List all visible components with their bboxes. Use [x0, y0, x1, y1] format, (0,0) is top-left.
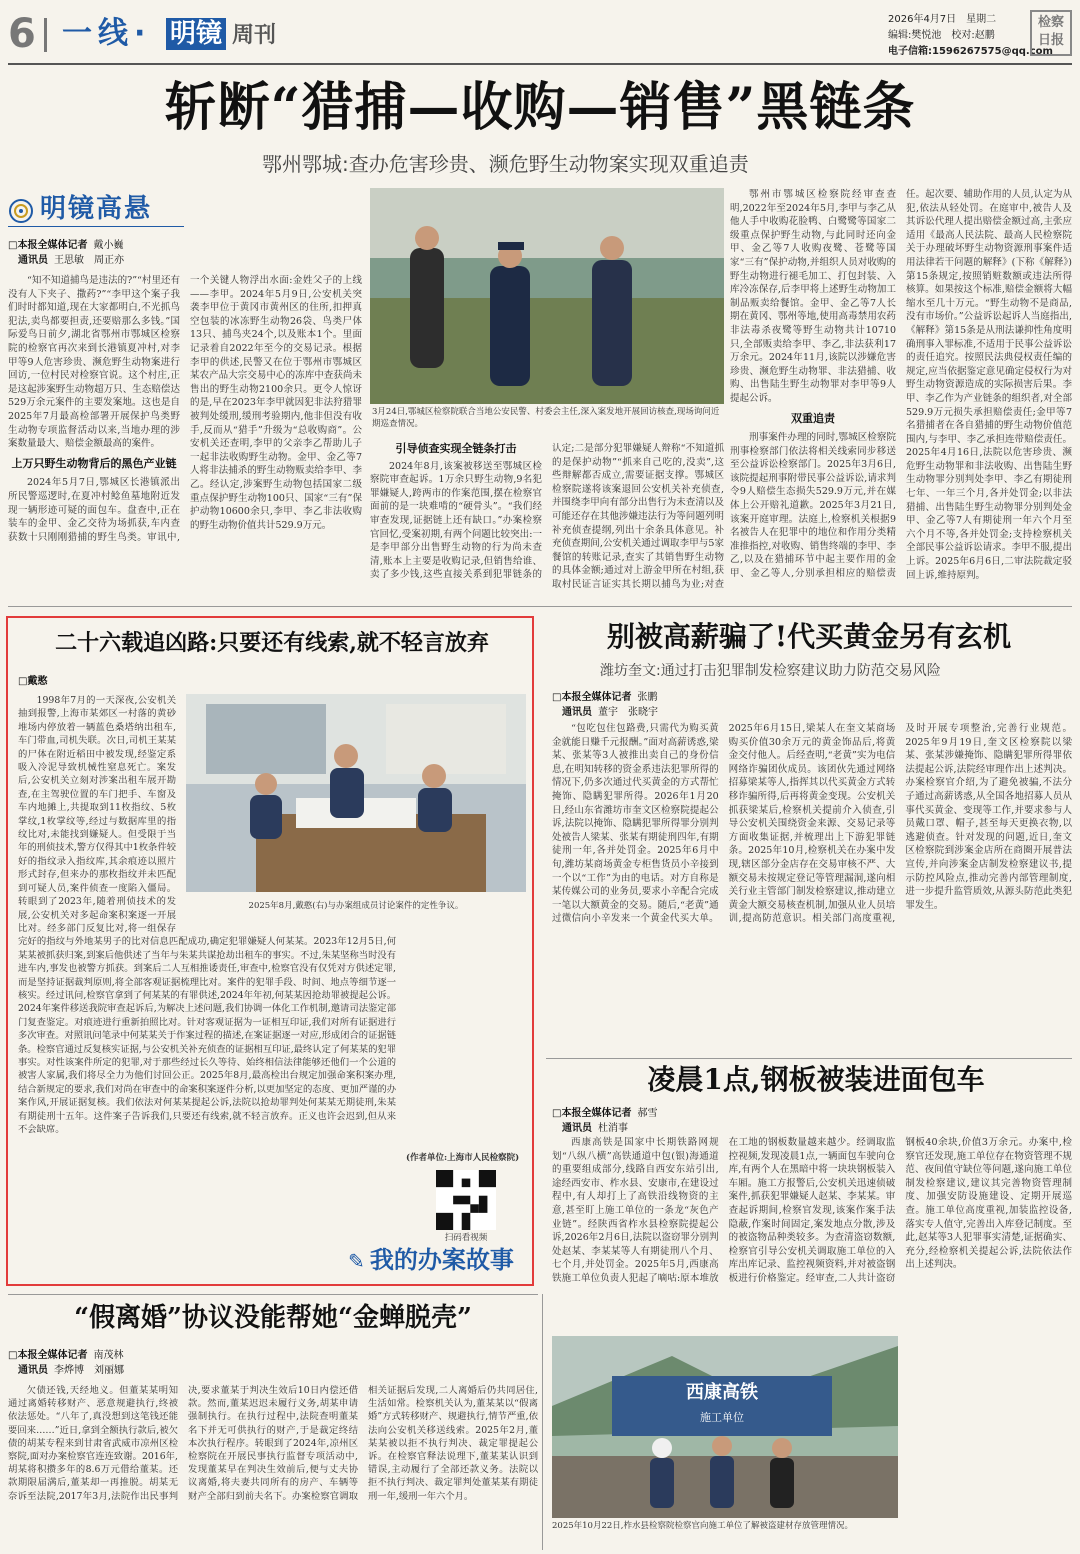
- lead-section-1: 2024年5月7日,鄂城区长港镇派出所民警巡逻时,在夏冲村鲶鱼墓地附近发现一辆形迹可疑的面包车。盘查中,正在装车的金甲、金乙交待为场抓获,车内查获数十只刚刚猎捕的野生鸟类。审讯中,一个关键人物浮出水面:金姓父子的上线——李甲。2024年5月9日,公安机关突袭李甲位于黄冈市黄州区的住所,扣押真空包装的冰冻野生动物26袋、鸟类尸体13只、捕鸟夹24个,以及账本1个。里面记录着自2022年至今的交易记录。根据李甲的供述,民警又在位于鄂州市鄂城区某农产品大宗交易中心的冻库中查获尚未售出的野生动物2100余只。更令人惊讶的是,早在2023年李甲就因犯非法狩猎罪被判处缓刑,缓刑考验期内,他非但没有收手,反而从“猎手”升级为“总收购商”。公安机关还查明,李甲的父亲李乙帮助儿子一起非法收购野生动物。金甲、金乙等7人将非法捕杀的野生动物贩卖给李甲、李乙。经认定,涉案野生动物包括国家二级重点保护野生动物100只、国家“三有”保护动物10600余只,李甲、李乙非法收购的野生动物价值共计529.9万元。: [8, 275, 362, 543]
- lead-photo-image: [370, 188, 724, 404]
- divorce-body: [8, 1384, 538, 1548]
- divorce-text: 欠债还钱,天经地义。但董某某明知通过离婚转移财产、恶意规避执行,终被依法惩处。“八年了,真没想到这笔钱还能要回来……”近日,拿到全额执行款后,被欠债的胡某专程来到甘肃省武威市凉州区检察院,面对办案检察官连连致谢。2016年,胡某将积攒多年的8.6万元借给董某。还款期限届满后,董某却一再推脱。胡某无奈诉至法院,2017年3月,法院作出民事判决,要求董某于判决生效后10日内偿还借款。然而,董某迟迟未履行义务,胡某申请强制执行。在执行过程中,法院查明董某名下并无可供执行的财产,于是裁定终结本次执行程序。转眼到了2024年,凉州区检察院在开展民事执行监督专项活动中,发现董某早在判决生效前后,便与丈夫协议离婚,将夫妻共同所有的房产、车辆等财产全部归到前夫名下。办案检察官调取相关证据后发现,二人离婚后仍共同居住,生活如常。检察机关认为,董某某以“假离婚”方式转移财产、规避执行,情节严重,依法向公安机关移送线索。2025年2月,董某某被以拒不执行判决、裁定罪提起公诉。在检察官释法说理下,董某某认识到错误,主动履行了全部还款义务。法院以拒不执行判决、裁定罪判处董某某有期徒刑一年,缓刑一年六个月。: [8, 1385, 538, 1502]
- section-divider-2: [546, 1058, 1072, 1059]
- lead-photo: [370, 188, 724, 404]
- steel-sign-text: 西康高铁: [686, 1382, 758, 1403]
- divorce-title: “假离婚”协议没能帮她“金蝉脱壳”: [74, 1303, 472, 1333]
- steel-text: 西康高铁是国家中长期铁路网规划“八纵八横”高铁通道中包(银)海通道的重要组成部分,线路自西安东站引出,途经西安市、柞水县、安康市,在建设过程中,有人却打上了高铁沿线物资的主意,甚至盯上施工单位的一条龙“灰色产业链”。经陕西省柞水县检察院提起公诉,2026年2月6日,法院以盗窃罪分别判处赵某、李某某等人有期徒刑八个月、七个月,并处罚金。2025年5月,西康高铁施工单位负责人犯起了嘀咕:原本堆放在工地的钢板数量越来越少。经调取监控视频,发现凌晨1点,一辆面包车驶向仓库,有两个人在黑暗中将一块块钢板装入车厢。施工方报警后,公安机关迅速侦破案件,抓获犯罪嫌疑人赵某、李某某。审查起诉期间,检察官发现,该案作案手法隐蔽,作案时间固定,案发地点分散,涉及的被盗物品种类较多。为查清盗窃数额,检察官引导公安机关调取施工单位的入库出库记录、监控视频资料,并对被盗钢板进行价格鉴定。经审查,二人共计盗窃钢板40余块,价值3万余元。办案中,检察官还发现,施工单位存在物资管理不规范、夜间值守缺位等问题,遂向施工单位制发检察建议,建议其完善物资管理制度、加强安防设施建设、定期开展巡查。施工单位高度重视,加装监控设备,落实专人值守,完善出入库登记制度。至此,赵某等3人犯罪事实清楚,证据确实、充分,经检察机关提起公诉,法院依法作出上述判决。: [552, 1137, 1072, 1284]
- steel-sign-subtext: 施工单位: [700, 1411, 744, 1424]
- steel-correspondents: 杜消事: [598, 1123, 628, 1134]
- gold-byline-corr-row: [552, 705, 728, 720]
- feature-author: 戴憨: [27, 676, 48, 687]
- lead-subhead-2: 引导侦查实现全链条打击: [395, 442, 517, 455]
- steel-byline: [552, 1106, 732, 1136]
- feature-box: [6, 616, 534, 1286]
- page-number: 6: [8, 11, 36, 57]
- feature-title: 二十六载追凶路:只要还有线索,就不轻言放弃: [55, 630, 489, 656]
- gold-title: 别被高薪骗了!代买黄金另有玄机: [606, 620, 1012, 653]
- steel-correspondents-label: 通讯员: [562, 1123, 592, 1134]
- gold-correspondents: 董宇 张晓宇: [598, 707, 658, 718]
- divorce-correspondents: 李烨博 刘丽娜: [54, 1365, 124, 1376]
- lead-byline-corr-row: [8, 253, 184, 268]
- lead-section-2: 2024年8月,该案被移送至鄂城区检察院审查起诉。1万余只野生动物,9名犯罪嫌疑人,跨两市的作案范围,摆在检察官面前的是一块难啃的“硬骨头”。“我们经审查发现,证据链上还有缺口。”办案检察官回忆,受案初期,有两个问题比较突出:一是李甲部分出售野生动物的行为尚未查清,账本上主要是收购记录,但销售给谁、卖了多少钱,这些直接关系到犯罪链条的认定;二是部分犯罪嫌疑人辩称“不知道抓的是保护动物”“抓来自己吃的,没卖”,这些辩解都否成立,需要证据支撑。鄂城区检察院遂将该案退回公安机关补充侦查,并围绕李甲向有部分出售行为未查清以及可能还存在其他涉嫌违法行为等问题列明补充侦查提纲,列出十余条具体意见。补充侦查期间,公安机关通过调取李甲与5家餐馆的转账记录,查实了其销售野生动物的具体金额;通过对上游金甲所在村组,获取村民证言证实其长期以捕鸟为业;对查: [370, 443, 724, 590]
- feature-author-note: (作者单位:上海市人民检察院): [406, 1153, 520, 1163]
- column-label: [8, 190, 184, 230]
- column-label-underline: [8, 226, 184, 227]
- gold-body: [552, 722, 1072, 1052]
- divorce-byline-reporter-row: □本报全媒体记者 南茂林: [8, 1350, 124, 1361]
- lead-correspondents: 王思敏 周正亦: [54, 255, 124, 266]
- lead-section-4: 刑事案件办理的同时,鄂城区检察院刑事检察部门依法将相关线索同步移送至公益诉讼检察部门。2025年3月6日,该院提起刑事附带民事公益诉讼,请求判令9人赔偿生态损失529.9万元,并在媒体上公开赔礼道歉。2025年3月21日,该案开庭审理。法庭上,检察机关根据9名被告人在犯罪中的地位和作用分类精准推指控,对收购、销售终端的李甲、李乙,以及在猎捕环节中起主要作用的金甲、金乙等人,分别承担相应的赔偿责任。起次要、辅助作用的人员,认定为从犯,依法从轻处罚。在庭审中,被告人及其诉讼代理人提出赔偿金额过高,主张应适用《最高人民法院、最高人民检察院关于办理破坏野生动物资源刑事案件适用法律若干问题的解释》(下称《解释》)第15条规定,按照销赃数额或违法所得核算。如果按这个标准,赔偿金额将大幅缩水至几十万元。“野生动物不是商品,没有市场价。”公益诉讼起诉人当庭指出,《解释》第15条是从刑法谦抑性角度明确刑事入罪标准,不适用于民事公益诉讼的责任追究。按照民法典侵权责任编的规定,应当依据鉴定意见确定侵权行为对野生动物资源造成的实际损害后果。李甲、李乙作为产业链条的组织者,对全部529.9万元损失承担赔偿责任;金甲等7名猎捕者在各自猎捕的野生动物价值范围内,与李甲、李乙承担连带赔偿责任。2025年4月16日,法院以危害珍贵、濒危野生动物罪和非法收购、出售陆生野生动物罪分别判处李甲、李乙有期徒刑七年、一年三个月,各并处罚金;以非法猎捕、出售陆生野生动物罪分别判处金甲、金乙等7人有期徒刑一年六个月至六个月不等,各并处罚金;支持检察机关全部民事公益诉讼请求。李甲不服,提出上诉。2025年6月6日,二审法院裁定驳回上诉,维持原判。: [730, 189, 1072, 581]
- seal-stamp: [1030, 10, 1072, 56]
- feature-text: 1998年7月的一天深夜,公安机关抽到报警,上海市某郊区一村落的黄砂堆场内停放着一辆蓝色桑塔纳出租车,车门带血,司机失联。次日,司机王某某的尸体在附近稻田中被发现,经鉴定系吸入冷泥导致机械性窒息死亡。案发后,公安机关立刻对涉案出租车展开勘查,在主驾驶位置的车门把手、车窗及车内地摊上,共提取到11枚指纹、5枚掌纹,1枚掌纹等,经过与数据库里的指纹比对,未能找到嫌疑人。但受限于当年的刑侦技术,警方仅得其中1枚条件较好的指纹录入指纹库,其余痕迹以照片形式封存,但来办的那枚指纹并未匹配到可疑人员,案件侦查一度陷入僵局。转眼到了2023年,随着刑侦技术的发展,公安机关对多起命案积案逐一开展比对。经多部门反复比对,将一组保存完好的指纹与外地某男子的比对信息匹配成功,确定犯罪嫌疑人何某某。2023年12月5日,何某某被抓获归案,到案后他供述了当年与朱某共谋抢劫出租车的事实。不过,朱某坚称当时没有进车内,事发也被警方抓获。到案后二人互相推诿责任,审查中,检察官没有仅凭对方供述定罪,而是坚持证据裁判原则,将全部客观证据梳理比对。案件的犯罪手段、时间、地点等细节逐一核实。经过讯问,检察官拿到了何某某的有罪供述,2024年年初,何某某因抢劫罪被提起公诉。2024年案件移送我院审查起诉后,为解决上述问题,我们协调一体化工作机制,邀请司法鉴定部门复查鉴定。对痕迹进行重新拍照比对。针对客观证据为一证相互印证,我们对所有证据进行多次审查。对照讯问笔录中何某某关于作案过程的描述,在案证据逐一对应,形成闭合的证据链条。检察官通过反复核实证据,与公安机关补充侦查的证据相互印证,最终认定了何某某的犯罪事实。对性该案件所定的犯罪,对于那些经过长久等待、始终相信法律能够还他们一个公道的被害人家属,我们将尽全力为他们讨回公正。2025年8月,最高检出台规定加强命案积案办理,结合新规定的要求,我们对尚在审查中的命案积案逐件分析,以更加坚定的态度、更加严谨的办案作风,开展证据复核。我们依法对何某某提起公诉,法院以抢劫罪判处何某某无期徒刑,朱某有期徒刑十五年。这件案子告诉我们,只要还有线索,就不轻言放弃。正义也许会迟到,但从来不会缺席。: [18, 695, 396, 1135]
- lead-body-left: [8, 274, 362, 592]
- gold-reporter: 张鹏: [637, 692, 658, 703]
- divorce-byline: [8, 1348, 188, 1378]
- lead-body-right: [730, 188, 1072, 592]
- masthead-divider: [44, 18, 47, 52]
- lead-byline-reporter-row: □本报全媒体记者 戴小巍: [8, 240, 124, 251]
- lead-subhead-1: 上万只野生动物背后的黑色产业链: [11, 456, 177, 470]
- editor-line: 编辑:樊悦池 校对:赵鹏: [888, 30, 995, 41]
- seal-text: 检察日报: [1037, 15, 1064, 48]
- feature-photo: [186, 694, 526, 892]
- gold-byline-prefix: 本报全媒体记者: [561, 692, 632, 703]
- brand-name: 明镜: [166, 18, 226, 50]
- masthead-rule: [8, 63, 1072, 65]
- gold-byline: [552, 690, 728, 720]
- lead-subtitle: 鄂州鄂城:查办危害珍贵、濒危野生动物案实现双重追责: [262, 152, 749, 176]
- feature-photo-block: [186, 694, 526, 916]
- feature-byline: □戴憨: [18, 676, 48, 687]
- email-line: 电子信箱:1596267575@qq.com: [888, 46, 1053, 57]
- divorce-correspondents-label: 通讯员: [18, 1365, 48, 1376]
- quill-icon: ✎: [348, 1249, 365, 1273]
- vertical-divider: [542, 1294, 543, 1550]
- steel-reporter: 郝雪: [637, 1108, 658, 1119]
- lead-subhead-3: 双重追责: [791, 411, 835, 425]
- gold-correspondents-label: 通讯员: [562, 707, 592, 718]
- gold-subtitle: 潍坊奎文:通过打击犯罪制发检察建议助力防范交易风险: [600, 663, 941, 679]
- lead-intro: “知不知道捕鸟是违法的?”“村里还有没有人下夹子、撒药?”“李甲这个案子我们时时都知道,现在大家都明白,不光抓鸟犯法,卖鸟都要担责,还要赔那么多钱。”国际爱鸟日前夕,湖北省鄂州市鄂城区检察院的检察官再次来到长港镇夏冲村,对李甲等9人危害珍贵、濒危野生动物案进行回访,一位村民对检察官说。这个村庄,正是这起涉案野生动物超万只、生态赔偿达529万余元案件的主要发案地。这也是自2025年7月最高检部署开展保护鸟类野生动物专项监督活动以来,当地办理的涉案数量最大、赔偿金额最高的案件。: [8, 275, 180, 450]
- steel-photo-caption: 2025年10月22日,柞水县检察院检察官向施工单位了解被盗建材存放管理情况。: [552, 1521, 853, 1531]
- lead-reporter: 戴小巍: [93, 240, 124, 251]
- section-name: 一线·: [62, 16, 152, 51]
- section-divider-3: [8, 1294, 538, 1295]
- divorce-byline-prefix: 本报全媒体记者: [17, 1350, 88, 1361]
- lead-correspondents-label: 通讯员: [18, 255, 48, 266]
- brand-suffix: 周刊: [232, 22, 277, 48]
- lead-byline: [8, 238, 184, 268]
- gold-text: “包吃包住包路费,只需代为购买黄金就能日赚千元报酬。”面对高薪诱惑,梁某、张某等3人被推出卖自己的身份信息,在明知转移的资金系违法犯罪所得的情况下,仍多次通过代买黄金的方式帮忙掩饰、隐瞒犯罪所得。2026年1月20日,经山东省潍坊市奎文区检察院提起公诉,法院以掩饰、隐瞒犯罪所得罪分别判处被告人梁某、张某有期徒刑四年,有期徒刑一年,各并处罚金。2025年6月中旬,潍坊某商场黄金专柜售货员小辛接到一个以“工作”为由的电话。对方自称是某传媒公司的业务员,要求小辛配合完成一笔以大额黄金的交易。随后,“老黄”通过微信向小辛发来一个黄金代买大单。2025年6月15日,梁某人在奎文某商场购买价值30余万元的黄金饰品后,将黄金交付他人。后经查明,“老黄”实为电信网络诈骗团伙成员。该团伙先通过网络招募梁某等人,指挥其以代买黄金方式转移诈骗所得,后再将黄金变现。公安机关抓获梁某后,检察机关提前介入侦查,引导公安机关围绕资金来源、交易记录等方面收集证据,并梳理出上下游犯罪链条。2025年10月,检察机关在办案中发现,辖区部分金店存在交易审核不严、大额交易未按规定登记等管理漏洞,遂向相关行业主管部门制发检察建议,推动建立黄金大额交易核查机制,加强从业人员培训,提高防范意识。相关部门高度重视,及时开展专项整治,完善行业规范。2025年9月19日,奎文区检察院以梁某、张某涉嫌掩饰、隐瞒犯罪所得罪依法提起公诉,法院经审理作出上述判决。办案检察官介绍,为了避免被骗,不法分子通过高薪诱惑,从全国各地招募人员从事代买黄金、变现等工作,并要求参与人员戴口罩、帽子,甚至每天更换衣物,以逃避侦查。针对发现的问题,近日,奎文区检察院到涉案金店所在商圈开展普法宣传,并向涉案金店制发检察建议书,提示防控风险点,推动完善内部管理制度,进一步提升监管质效,从源头防范此类犯罪发生。: [552, 723, 1072, 925]
- feature-body: [18, 694, 526, 1276]
- column-tag: [348, 1240, 514, 1275]
- steel-byline-prefix: 本报全媒体记者: [561, 1108, 632, 1119]
- target-icon: [8, 198, 34, 224]
- steel-byline-corr-row: [552, 1121, 732, 1136]
- lead-body-middle: [370, 442, 724, 592]
- steel-body: [552, 1136, 1072, 1548]
- steel-byline-reporter-row: □本报全媒体记者 郝雪: [552, 1108, 658, 1119]
- divorce-byline-corr-row: [8, 1363, 188, 1378]
- qr-caption: 扫码看视频: [444, 1233, 488, 1243]
- gold-byline-reporter-row: □本报全媒体记者 张鹏: [552, 692, 658, 703]
- lead-title: 斩断“猎捕—收购—销售”黑链条: [164, 77, 916, 138]
- divorce-reporter: 南茂林: [93, 1350, 124, 1361]
- column-tag-text: 我的办案故事: [369, 1245, 514, 1274]
- lead-byline-prefix: 本报全媒体记者: [17, 240, 88, 251]
- lead-section-3: 鄂州市鄂城区检察院经审查查明,2022年至2024年5月,李甲与李乙从他人手中收购花脸鸭、白鹭鹭等国家二级重点保护野生动物,与此同时还向金甲、金乙等7人收购夜鹭、苍鹭等国家“三有”保护动物,并组织人员对收购的野生动物进行褪毛加工、打包封装、入库冷冻保存,后李甲将上述野生动物加工制品贩卖给餐馆。金甲、金乙等7人长期在黄冈、鄂州等地,使用高毒禁用农药非法毒杀夜鹭等野生动物共计10710只,全部贩卖给李甲、李乙,非法获利17万余元。2024年11月,该院以涉嫌危害珍贵、濒危野生动物罪、非法猎捕、收购、出售陆生野生动物罪对李甲等9人提起公诉。: [730, 189, 896, 404]
- column-label-text: 明镜高悬: [40, 194, 153, 224]
- steel-title: 凌晨1点,钢板被装进面包车: [647, 1063, 985, 1096]
- issue-date: 2026年4月7日 星期二: [888, 14, 997, 25]
- qr-code-icon: [436, 1170, 496, 1230]
- section-divider-1: [8, 606, 1072, 607]
- masthead: [0, 0, 1080, 62]
- feature-photo-caption: 2025年8月,戴憨(右)与办案组成员讨论案件的定性争议。: [248, 901, 464, 912]
- lead-photo-caption: 3月24日,鄂城区检察院联合当地公安民警、村委会主任,深入案发地开展回访核查,现场询问近期巡查情况。: [372, 407, 720, 429]
